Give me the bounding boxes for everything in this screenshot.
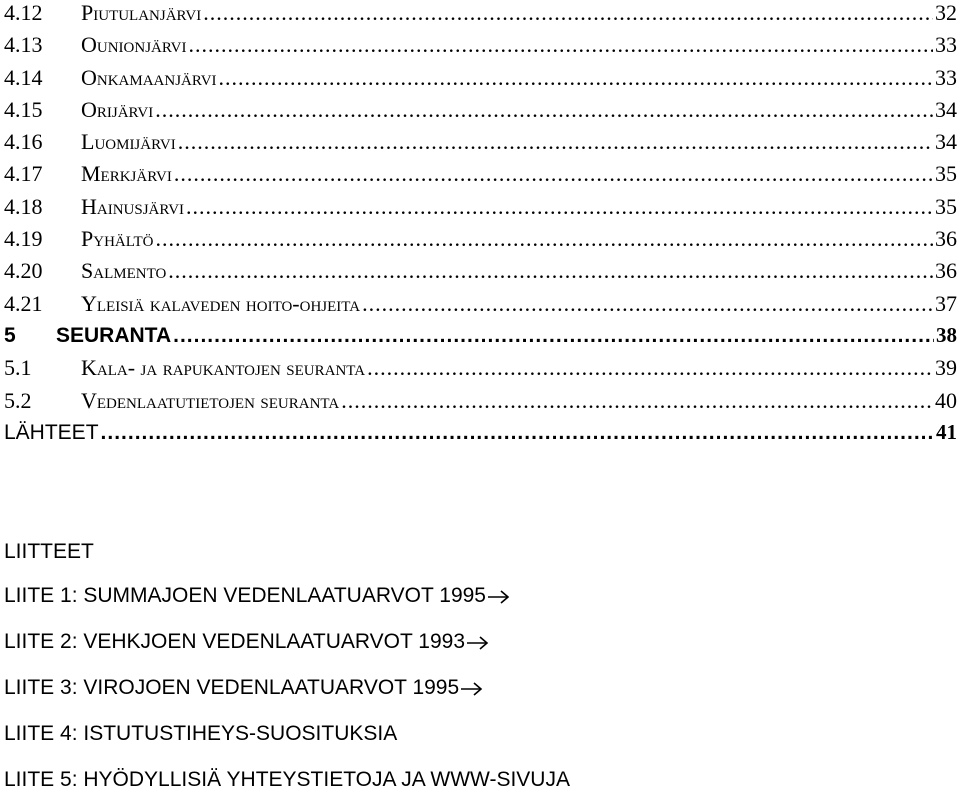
toc-page-number: 41 xyxy=(936,419,957,444)
appendix-label: LIITE 3: VIROJOEN VEDENLAATUARVOT 1995 xyxy=(4,676,460,699)
toc-number: 4.17 xyxy=(4,161,43,187)
toc-title: Yleisiä kalaveden hoito-ohjeita xyxy=(81,290,361,316)
toc-section-number: 5 xyxy=(4,323,16,347)
toc-number: 4.13 xyxy=(4,32,43,58)
toc-entry[interactable] xyxy=(4,32,957,64)
dot-leader xyxy=(173,324,934,348)
toc-number: 4.20 xyxy=(4,258,43,284)
toc-entry[interactable] xyxy=(4,194,957,226)
toc-number: 4.15 xyxy=(4,96,43,122)
toc-title: Merkjärvi xyxy=(81,161,172,187)
toc-entry[interactable] xyxy=(4,0,957,32)
appendix-list xyxy=(4,540,570,806)
toc-page-number: 33 xyxy=(935,64,957,90)
right-arrow-icon xyxy=(487,589,511,605)
toc-page-number: 34 xyxy=(935,129,957,155)
toc-entry[interactable] xyxy=(4,291,957,323)
dot-leader xyxy=(341,388,933,414)
toc-number: 5.2 xyxy=(4,387,32,413)
appendix-item[interactable] xyxy=(4,676,570,722)
dot-leader xyxy=(155,97,933,123)
dot-leader xyxy=(168,258,933,284)
toc-entry[interactable] xyxy=(4,388,957,420)
toc-title: Pyhältö xyxy=(81,226,154,252)
appendix-item[interactable] xyxy=(4,722,570,768)
toc-entry[interactable] xyxy=(4,97,957,129)
toc-number: 4.21 xyxy=(4,290,43,316)
toc-title: Onkamaanjärvi xyxy=(81,64,217,90)
toc-page-number: 35 xyxy=(935,193,957,219)
toc-page-number: 40 xyxy=(935,387,957,413)
toc-page-number: 36 xyxy=(935,226,957,252)
toc-page-number: 37 xyxy=(935,290,957,316)
toc-references-entry[interactable] xyxy=(4,420,957,452)
toc-title: Hainusjärvi xyxy=(81,193,185,219)
toc-page-number: 34 xyxy=(935,96,957,122)
appendix-label: LIITE 2: VEHKJOEN VEDENLAATUARVOT 1993 xyxy=(4,630,466,653)
dot-leader xyxy=(203,0,933,26)
toc-entry[interactable] xyxy=(4,129,957,161)
toc-number: 4.18 xyxy=(4,193,43,219)
toc-page-number: 32 xyxy=(935,0,957,25)
dot-leader xyxy=(189,32,933,58)
toc-entry[interactable] xyxy=(4,161,957,193)
toc-entry[interactable] xyxy=(4,226,957,258)
toc-title: Vedenlaatutietojen seuranta xyxy=(81,387,340,413)
toc-title: Luomijärvi xyxy=(81,129,176,155)
toc-title: Kala- ja rapukantojen seuranta xyxy=(81,355,366,381)
toc-entry[interactable] xyxy=(4,65,957,97)
appendix-label: LIITE 5: HYÖDYLLISIÄ YHTEYSTIETOJA JA WWW-SIVUJA xyxy=(4,768,570,791)
toc-page-number: 36 xyxy=(935,258,957,284)
right-arrow-icon xyxy=(460,681,484,697)
toc-number: 4.14 xyxy=(4,64,43,90)
dot-leader xyxy=(362,291,933,317)
toc-number: 4.16 xyxy=(4,129,43,155)
toc-title: Salmento xyxy=(81,258,167,284)
toc-page-number: 38 xyxy=(936,322,957,347)
dot-leader xyxy=(156,226,933,252)
dot-leader xyxy=(367,355,933,381)
dot-leader xyxy=(186,194,933,220)
appendix-item[interactable] xyxy=(4,584,570,630)
appendix-heading: LIITTEET xyxy=(4,540,94,563)
toc-page-number: 39 xyxy=(935,355,957,381)
toc-title: Orijärvi xyxy=(81,96,154,122)
toc-page-number: 33 xyxy=(935,32,957,58)
table-of-contents xyxy=(4,0,957,452)
toc-entry[interactable] xyxy=(4,258,957,290)
dot-leader xyxy=(174,161,933,187)
toc-references-title: LÄHTEET xyxy=(4,420,99,444)
toc-number: 4.19 xyxy=(4,226,43,252)
appendix-item[interactable] xyxy=(4,768,570,806)
toc-number: 4.12 xyxy=(4,0,43,25)
toc-title: Ounionjärvi xyxy=(81,32,187,58)
toc-section-entry[interactable] xyxy=(4,323,957,355)
dot-leader xyxy=(101,421,934,445)
appendix-label: LIITE 1: SUMMAJOEN VEDENLAATUARVOT 1995 xyxy=(4,584,486,607)
toc-entry[interactable] xyxy=(4,355,957,387)
appendix-label: LIITE 4: ISTUTUSTIHEYS-SUOSITUKSIA xyxy=(4,722,398,745)
dot-leader xyxy=(178,129,933,155)
toc-number: 5.1 xyxy=(4,355,32,381)
toc-page-number: 35 xyxy=(935,161,957,187)
toc-section-title: SEURANTA xyxy=(56,323,172,347)
appendix-item[interactable] xyxy=(4,630,570,676)
right-arrow-icon xyxy=(466,635,490,651)
dot-leader xyxy=(219,65,933,91)
toc-title: Piutulanjärvi xyxy=(81,0,202,25)
